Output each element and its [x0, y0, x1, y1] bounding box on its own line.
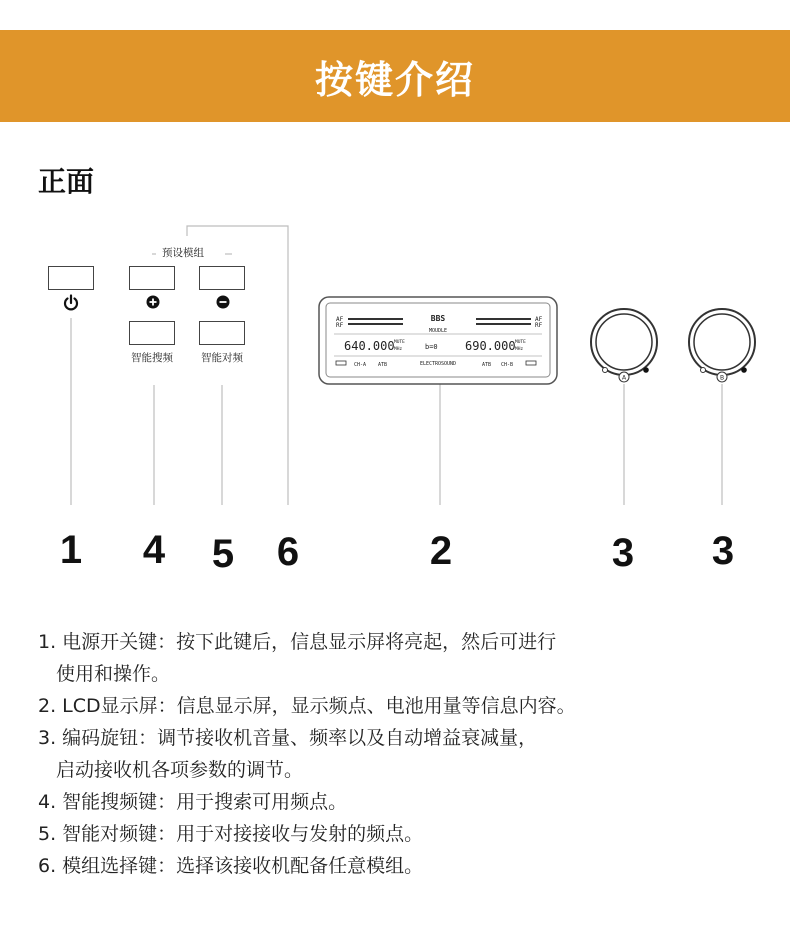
description-item: [38, 690, 758, 722]
lcd-mute-b: MUTE: [515, 340, 526, 345]
smart-search-button[interactable]: [129, 321, 175, 345]
description-item: [38, 626, 758, 690]
description-continuation: 使用和操作。: [56, 663, 171, 685]
description-item: [38, 818, 758, 850]
preset-module-label: 预设模组: [162, 247, 204, 259]
lcd-center: b=0: [425, 343, 438, 351]
preset-minus-button[interactable]: [199, 266, 245, 290]
plus-icon: [146, 295, 160, 309]
lcd-freq-b: 690.000: [465, 339, 516, 353]
lcd-maker: ELECTROSOUND: [419, 361, 457, 367]
knob-a[interactable]: [588, 306, 664, 396]
power-icon: [62, 294, 80, 312]
section-title: 正面: [38, 165, 95, 198]
lcd-ch-a: CH-A: [354, 362, 367, 368]
minus-icon: [216, 295, 230, 309]
knob-a-label: A: [621, 374, 627, 382]
description-list: [38, 626, 758, 882]
lcd-mute-a: MUTE: [394, 340, 405, 345]
description-continuation: 启动接收机各项参数的调节。: [56, 759, 304, 781]
description-text: 3. 编码旋钮：调节接收机音量、频率以及自动增益衰减量，: [38, 727, 538, 749]
power-button[interactable]: [48, 266, 94, 290]
description-text: 4. 智能搜频键：用于搜索可用频点。: [38, 791, 348, 813]
description-item: [38, 786, 758, 818]
smart-pair-button[interactable]: [199, 321, 245, 345]
callout-number-4: 4: [142, 528, 166, 572]
description-text: 6. 模组选择键：选择该接收机配备任意模组。: [38, 855, 424, 877]
lcd-mhz-a: MHz: [394, 347, 403, 352]
description-item: [38, 722, 758, 786]
callout-number-6: 6: [276, 530, 300, 574]
lcd-rf-left: RF: [336, 322, 344, 329]
callout-number-2: 2: [429, 529, 453, 573]
description-item: [38, 850, 758, 882]
callout-number-3b: 3: [711, 529, 735, 573]
smart-search-label: 智能搜频: [131, 352, 173, 364]
lcd-freq-a: 640.000: [344, 339, 395, 353]
description-text: 2. LCD显示屏：信息显示屏，显示频点、电池用量等信息内容。: [38, 695, 576, 717]
lcd-mhz-b: MHz: [515, 347, 524, 352]
lcd-af-right: AF: [535, 316, 543, 323]
callout-number-1: 1: [59, 528, 83, 572]
preset-plus-button[interactable]: [129, 266, 175, 290]
description-text: 5. 智能对频键：用于对接接收与发射的频点。: [38, 823, 424, 845]
callout-number-3a: 3: [611, 531, 635, 575]
lcd-ch-b: CH-B: [501, 362, 514, 368]
callout-number-5: 5: [211, 532, 235, 576]
lcd-atb-b: ATB: [482, 362, 492, 368]
knob-b-label: B: [719, 374, 725, 382]
lcd-atb-a: ATB: [378, 362, 388, 368]
lcd-brand: BBS: [430, 314, 446, 323]
description-text: 1. 电源开关键：按下此键后，信息显示屏将亮起，然后可进行: [38, 631, 557, 653]
lcd-display: [318, 296, 558, 386]
banner-title: 按键介绍: [314, 57, 475, 102]
lcd-af-left: AF: [336, 316, 344, 323]
lcd-rf-right: RF: [535, 322, 543, 329]
smart-pair-label: 智能对频: [201, 352, 243, 364]
lcd-module: MOUDLE: [428, 328, 448, 334]
knob-b[interactable]: [686, 306, 762, 396]
